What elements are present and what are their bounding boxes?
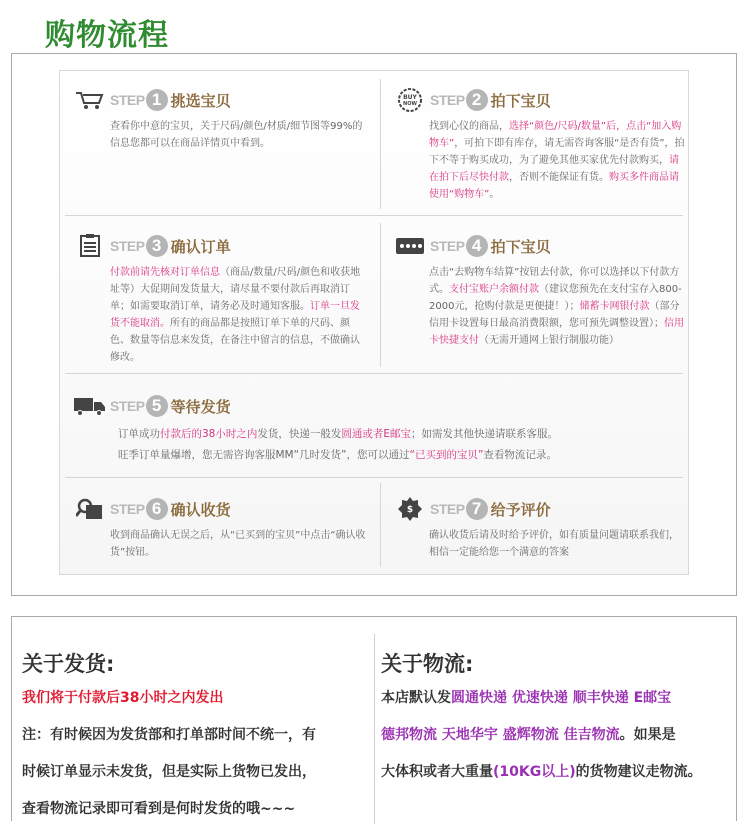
- step-line: [118, 424, 686, 445]
- step-description: [74, 264, 366, 366]
- order-list-icon: [74, 234, 106, 258]
- step-title: 等待发货: [170, 397, 231, 416]
- body-text: 所有的商品都是按照订单下单的尺码、颜色、数量等信息来发货，在备注中留言的信息，不做确认修改。: [110, 318, 360, 363]
- body-text: 。: [489, 189, 500, 200]
- highlight-text: 请在拍下后尽快付款: [429, 155, 679, 183]
- highlight-text: 选择“颜色/尺码/数量”后，点击“加入购物车”: [429, 121, 682, 149]
- step-label: STEP: [110, 398, 145, 414]
- step-description: [394, 264, 686, 349]
- step-number: 1: [146, 89, 168, 111]
- step-5: [74, 392, 686, 466]
- body-text: 确认收货后请及时给予评价，如有质量问题请联系我们，相信一定能给您一个满意的答案: [429, 530, 679, 558]
- divider: [65, 373, 683, 374]
- svg-text:NOW: NOW: [403, 101, 417, 107]
- step-description: [394, 527, 686, 561]
- shipping-info: [22, 680, 367, 828]
- divider: [65, 215, 683, 216]
- divider: [65, 477, 683, 478]
- body-text: ；如需发其他快递请联系客服。: [411, 428, 559, 440]
- highlight-text: “已买到的宝贝”: [409, 449, 484, 461]
- body-text: 旺季订单量爆增，您无需咨询客服MM“几时发货”，您可以通过: [118, 449, 410, 461]
- weight-threshold: (10KG以上): [493, 764, 576, 780]
- divider: [374, 634, 375, 824]
- logistics-text: 的货物建议走物流。: [575, 764, 702, 780]
- svg-text:BUY: BUY: [403, 94, 417, 101]
- logistics-text: 。如果是: [619, 727, 676, 743]
- step-title: 确认订单: [170, 237, 231, 256]
- shipping-title: 关于发货:: [22, 652, 115, 676]
- body-text: 订单成功: [118, 428, 160, 440]
- divider: [380, 483, 381, 567]
- divider: [380, 223, 381, 367]
- step-title: 确认收货: [170, 500, 231, 519]
- highlight-text: 圆通或者E邮宝: [341, 428, 412, 440]
- highlight-text: 支付宝账户余额付款: [449, 284, 539, 295]
- password-card-icon: [394, 234, 426, 258]
- logistics-text: 大体积或者大重量: [381, 764, 493, 780]
- step-label: STEP: [430, 238, 465, 254]
- body-text: 查看你中意的宝贝，关于尺码/颜色/材质/细节图等99%的信息您都可以在商品详情页中看到。: [110, 121, 363, 149]
- body-text: （部分信用卡设置每日最高消费限额，您可预先调整设置）；: [429, 301, 680, 329]
- logistics-info: [381, 680, 736, 791]
- step-4: [394, 232, 686, 349]
- page-title: 购物流程: [45, 18, 169, 53]
- shipping-note: 时候订单显示未发货，但是实际上货物已发出，: [22, 764, 316, 780]
- step-7: [394, 495, 686, 561]
- step-title: 拍下宝贝: [490, 91, 551, 110]
- step-label: STEP: [110, 501, 145, 517]
- svg-text:$: $: [406, 505, 414, 515]
- step-title: 拍下宝贝: [490, 237, 551, 256]
- body-text: （无需开通网上银行制服功能）: [479, 335, 619, 346]
- step-title: 给予评价: [490, 500, 551, 519]
- body-text: 点击“去购物车结算”按钮去付款，你可以选择以下付款方式。: [429, 267, 680, 295]
- step-number: 2: [466, 89, 488, 111]
- shipping-note: 查看物流记录即可看到是何时发货的哦~~~: [22, 801, 296, 817]
- shopping-cart-icon: [74, 88, 106, 112]
- body-text: ，可拍下即有库存，请无需咨询客服“是否有货”，拍下不等于购买成功，为了避免其他买家优先付款购买，: [429, 138, 685, 166]
- highlight-text: 订单一旦发货不能取消。: [110, 301, 360, 329]
- highlight-text: 购买多件商品请使用“购物车”: [429, 172, 679, 200]
- step-description: [74, 527, 366, 561]
- step-label: STEP: [430, 92, 465, 108]
- step-description: [74, 424, 686, 466]
- delivery-truck-icon: [74, 394, 106, 418]
- step-description: [394, 118, 686, 203]
- step-title: 挑选宝贝: [170, 91, 231, 110]
- step-number: 4: [466, 235, 488, 257]
- step-6: [74, 495, 366, 561]
- step-1: [74, 86, 364, 152]
- body-text: 发货，快递一般发: [257, 428, 342, 440]
- highlight-text: 信用卡快捷支付: [429, 318, 684, 346]
- logistics-title: 关于物流:: [381, 652, 474, 676]
- highlight-text: 付款后的38小时之内: [160, 428, 258, 440]
- logistics-text: 本店默认发: [381, 690, 451, 706]
- step-2: [394, 86, 686, 203]
- courier-list: 圆通快递 优速快递 顺丰快递 E邮宝: [451, 690, 672, 706]
- body-text: （商品/数量/尺码/颜色和收获地址等）大促期间发货量大，请尽量不要付款后再取消订单；如需要取消订单，请务必及时通知客服。: [110, 267, 361, 312]
- body-text: ，否则不能保证有货。: [509, 172, 609, 183]
- buy-now-badge-icon: [394, 88, 426, 112]
- step-line: [118, 445, 686, 466]
- inspect-package-icon: [74, 497, 106, 521]
- highlight-text: 储蓄卡网银付款: [579, 301, 650, 312]
- shipping-note: 注：有时候因为发货部和打单部时间不统一，有: [22, 727, 316, 743]
- rating-badge-icon: [394, 497, 426, 521]
- step-label: STEP: [110, 238, 145, 254]
- body-text: 收到商品确认无误之后，从“已买到的宝贝”中点击“确认收货”按钮。: [110, 530, 366, 558]
- step-label: STEP: [430, 501, 465, 517]
- body-text: （建议您预先在支付宝存入800-2000元，抢购付款是更便捷！）；: [429, 284, 682, 312]
- step-number: 5: [146, 395, 168, 417]
- courier-list: 德邦物流 天地华宇 盛辉物流 佳吉物流: [381, 727, 620, 743]
- shipping-promise: 我们将于付款后38小时之内发出: [22, 690, 224, 706]
- step-label: STEP: [110, 92, 145, 108]
- step-description: [74, 118, 364, 152]
- step-3: [74, 232, 366, 366]
- step-number: 3: [146, 235, 168, 257]
- body-text: 查看物流记录。: [483, 449, 557, 461]
- step-number: 7: [466, 498, 488, 520]
- step-number: 6: [146, 498, 168, 520]
- body-text: 找到心仪的商品，: [429, 121, 509, 132]
- divider: [380, 79, 381, 209]
- highlight-text: 付款前请先核对订单信息: [110, 267, 220, 278]
